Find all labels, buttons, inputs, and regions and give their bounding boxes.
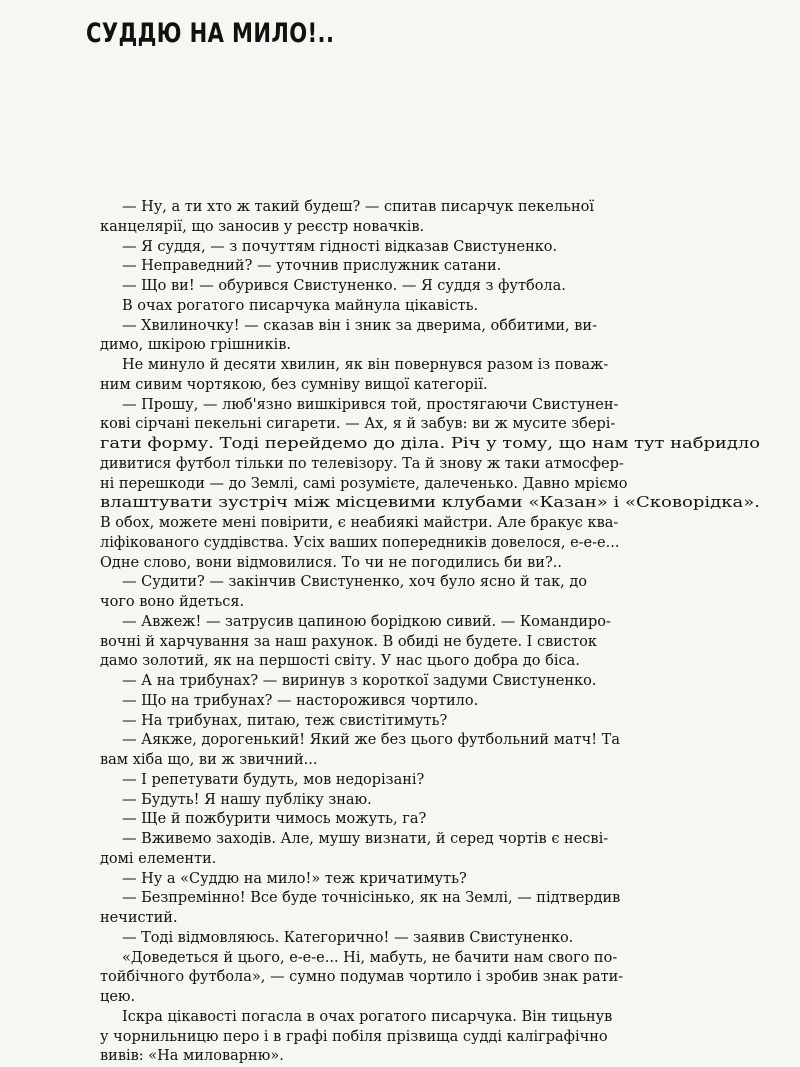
page-title: СУДДЮ НА МИЛО!.. — [86, 18, 335, 49]
text-line: В обох, можете мені повірити, є неабиякі майстри. Але бракує ква- — [100, 515, 619, 531]
text-line: Іскра цікавості погасла в очах рогатого писарчука. Він тицьнув — [122, 1008, 613, 1025]
text-line: — Безпремінно! Все буде точнісінько, як на Землі, — підтвердив — [122, 890, 621, 907]
text-line: — Тоді відмовляюсь. Категорично! — заявив Свистуненко. — [122, 929, 574, 946]
text-line: — Хвилиночку! — сказав він і зник за дверима, оббитими, ви- — [122, 317, 597, 334]
text-line: — Ще й пожбурити чимось можуть, га? — [122, 811, 427, 828]
text-line: дивитися футбол тільки по телевізору. Та й знову ж таки атмосфер- — [100, 455, 624, 472]
text-line: вочні й харчування за наш рахунок. В обиді не будете. І свисток — [100, 633, 597, 650]
text-line: — Аякже, дорогенький! Який же без цього футбольний матч! Та — [122, 732, 620, 749]
text-line: канцелярії, що заносив у реєстр новачків. — [100, 218, 425, 235]
text-line: — Що на трибунах? — насторожився чортило. — [122, 692, 479, 709]
text-line: — Неправедний? — уточнив прислужник сатани. — [122, 258, 502, 275]
text-line: — Я суддя, — з почуттям гідності відказав Свистуненко. — [122, 238, 558, 255]
text-line: — Вживемо заходів. Але, мушу визнати, й серед чортів є несві- — [122, 831, 609, 847]
story-text — [100, 198, 760, 1067]
text-line: вивів: «На миловарню». — [100, 1048, 284, 1065]
text-line: В очах рогатого писарчука майнула цікавість. — [122, 297, 479, 314]
text-line: гати форму. Тоді перейдемо до діла. Річ у тому, що нам тут набридло — [100, 436, 760, 452]
text-line: домі елементи. — [100, 850, 217, 867]
text-line: ним сивим чортякою, без сумніву вищої категорії. — [100, 376, 488, 393]
text-line: дамо золотий, як на першості світу. У нас цього добра до біса. — [100, 653, 580, 670]
text-line: — Ну, а ти хто ж такий будеш? — спитав писарчук пекельної — [122, 199, 595, 215]
text-line: — І репетувати будуть, мов недорізані? — [122, 771, 425, 788]
text-line: — Будуть! Я нашу публіку знаю. — [122, 791, 372, 808]
text-line: «Доведеться й цього, е-е-е... Ні, мабуть, не бачити нам свого по- — [122, 949, 618, 966]
text-line: у чорнильницю перо і в графі побіля прізвища судді каліграфічно — [100, 1028, 608, 1045]
text-line: Одне слово, вони відмовилися. То чи не погодились би ви?.. — [100, 554, 562, 571]
text-line: нечистий. — [100, 910, 178, 926]
text-line: — А на трибунах? — виринув з короткої задуми Свистуненко. — [122, 673, 597, 689]
text-line: — Прошу, — люб'язно вишкірився той, простягаючи Свистунен- — [122, 396, 619, 413]
text-line: вам хіба що, ви ж звичний... — [100, 752, 318, 768]
text-line: влаштувати зустріч між місцевими клубами «Казан» і «Сковорідка». — [100, 495, 760, 512]
text-line: — Судити? — закінчив Свистуненко, хоч було ясно й так, до — [122, 574, 588, 591]
text-line: тойбічного футбола», — сумно подумав чортило і зробив знак рати- — [100, 969, 624, 986]
text-line: Не минуло й десяти хвилин, як він повернувся разом із поваж- — [122, 357, 609, 373]
text-line: чого воно йдеться. — [100, 594, 245, 610]
text-line: — Ну а «Суддю на мило!» теж кричатимуть? — [122, 870, 467, 887]
text-line: — Авжеж! — затрусив цапиною борідкою сивий. — Командиро- — [122, 613, 611, 630]
text-line: ліфікованого суддівства. Усіх ваших попередників довелося, е-е-е... — [100, 534, 620, 551]
text-line: — Що ви! — обурився Свистуненко. — Я суддя з футбола. — [122, 278, 566, 294]
text-line: димо, шкірою грішників. — [100, 337, 292, 354]
text-line: кові сірчані пекельні сигарети. — Ах, я й забув: ви ж мусите збері- — [100, 416, 616, 433]
text-line: ні перешкоди — до Землі, самі розумієте, далеченько. Давно мріємо — [100, 475, 628, 492]
text-line: цею. — [100, 989, 136, 1005]
text-line: — На трибунах, питаю, теж свистітимуть? — [122, 712, 448, 729]
